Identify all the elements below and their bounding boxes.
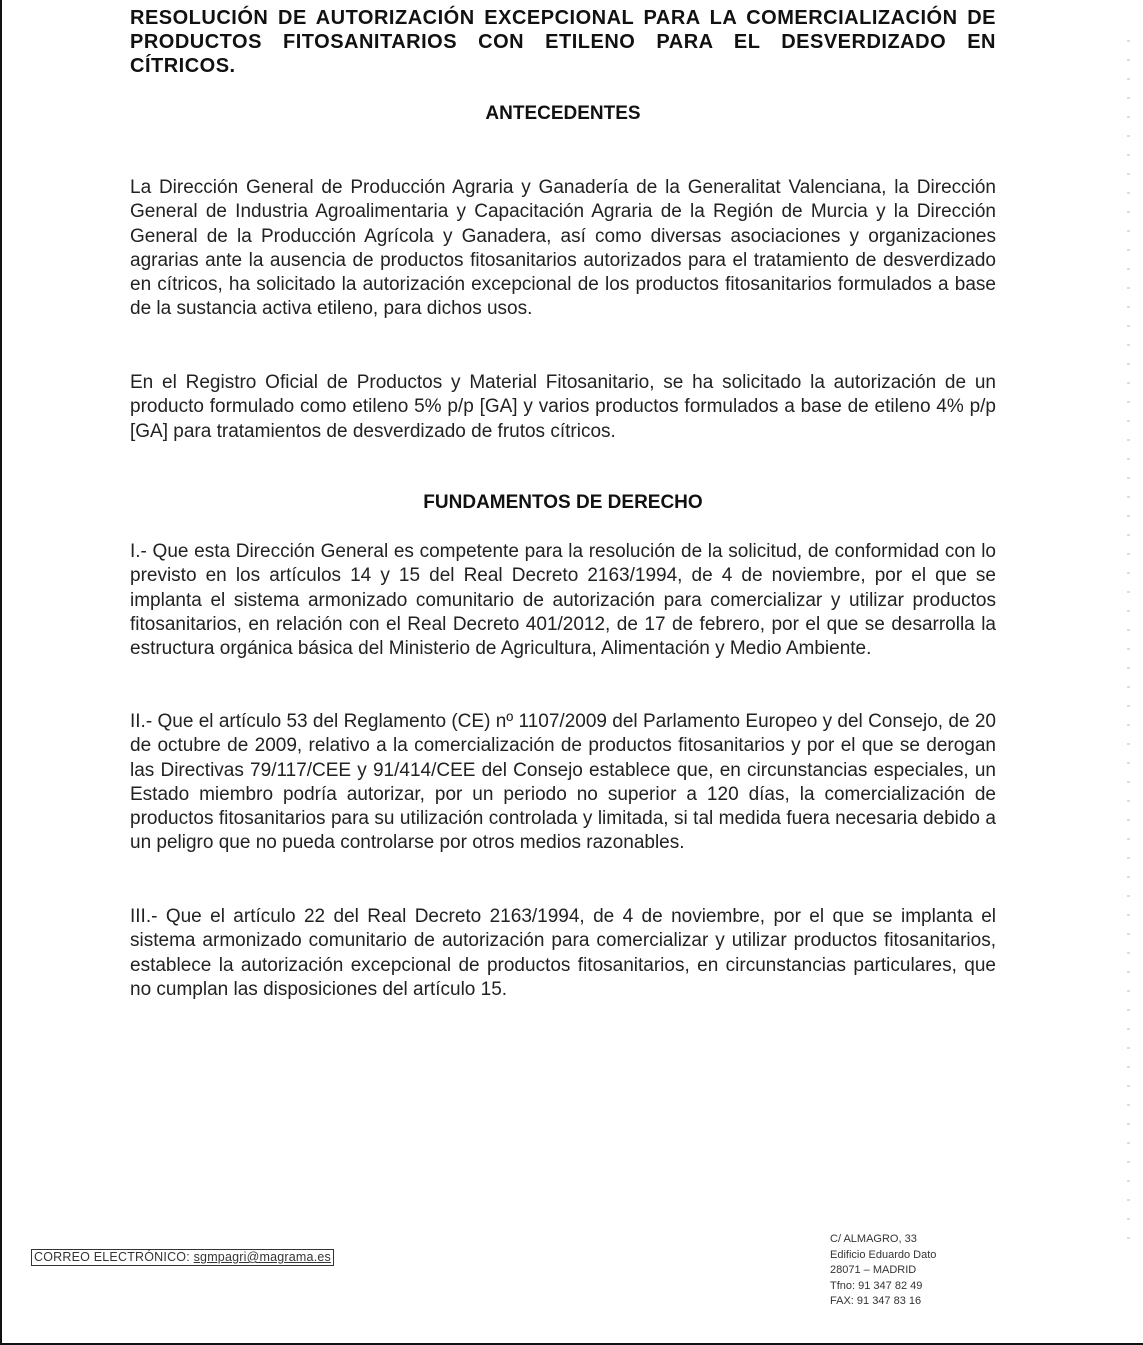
address-phone: Tfno: 91 347 82 49 [830,1279,923,1292]
document-title: RESOLUCIÓN DE AUTORIZACIÓN EXCEPCIONAL PARA LA COMERCIALIZACIÓN DE PRODUCTOS FITOSANITARIOS CON ETILENO PARA EL DESVERDIZADO EN CÍTRICOS. [130,7,996,77]
antecedentes-heading: ANTECEDENTES [485,103,641,124]
scan-artifact-margin [1127,40,1130,1240]
address-fax: FAX: 91 347 83 16 [830,1295,922,1307]
fundamentos-paragraph-3: III.- Que el artículo 22 del Real Decreto 2163/1994, de 4 de noviembre, por el que se implanta el sistema armonizado comunitario de autorización para comercializar y utilizar productos fitosanitarios, establece la autorización excepcional de productos fitosanitarios, en circunstancias particulares, que no cumplan las disposiciones del artículo 15. [130,906,996,1000]
fundamentos-paragraph-2: II.- Que el artículo 53 del Reglamento (CE) nº 1107/2009 del Parlamento Europeo y del Consejo, de 20 de octubre de 2009, relativo a la comercialización de productos fitosanitarios y por el que se derogan las Directivas 79/117/CEE y 91/414/CEE del Consejo establece que, en circunstancias especiales, un Estado miembro podría autorizar, por un periodo no superior a 120 días, la comercialización de productos fitosanitarios para su utilización controlada y limitada, si tal medida fuera necesaria debido a un peligro que no pueda controlarse por otros medios razonables. [130,711,996,854]
email-link[interactable]: sgmpagri@magrama.es [193,1250,331,1264]
address-building: Edificio Eduardo Dato [830,1248,937,1261]
address-street: C/ ALMAGRO, 33 [830,1233,917,1245]
email-label: CORREO ELECTRÓNICO: [34,1250,190,1264]
antecedentes-paragraph-1: La Dirección General de Producción Agraria y Ganadería de la Generalitat Valenciana, la Dirección General de Industria Agroalimentaria y Capacitación Agraria de la Región de Murcia y la Dirección General de la Producción Agrícola y Ganadera, así como diversas asociaciones y organizaciones agrarias ante la ausencia de productos fitosanitarios autorizados para el tratamiento de desverdizado en cítricos, ha solicitado la autorización excepcional de los productos fitosanitarios formulados a base de la sustancia activa etileno, para dichos usos. [130,177,996,320]
footer-email-box [31,1249,334,1266]
fundamentos-heading: FUNDAMENTOS DE DERECHO [423,492,703,513]
fundamentos-paragraph-1: I.- Que esta Dirección General es competente para la resolución de la solicitud, de conformidad con lo previsto en los artículos 14 y 15 del Real Decreto 2163/1994, de 4 de noviembre, por el que se implanta el sistema armonizado comunitario de autorización para comercializar y utilizar productos fitosanitarios, en relación con el Real Decreto 401/2012, de 17 de febrero, por el que se desarrolla la estructura orgánica básica del Ministerio de Agricultura, Alimentación y Medio Ambiente. [130,541,996,660]
address-city: 28071 – MADRID [830,1264,917,1276]
footer-address [830,1232,936,1310]
antecedentes-paragraph-2: En el Registro Oficial de Productos y Material Fitosanitario, se ha solicitado la autorización de un producto formulado como etileno 5% p/p [GA] y varios productos formulados a base de etileno 4% p/p [GA] para tratamientos de desverdizado de frutos cítricos. [130,372,996,442]
